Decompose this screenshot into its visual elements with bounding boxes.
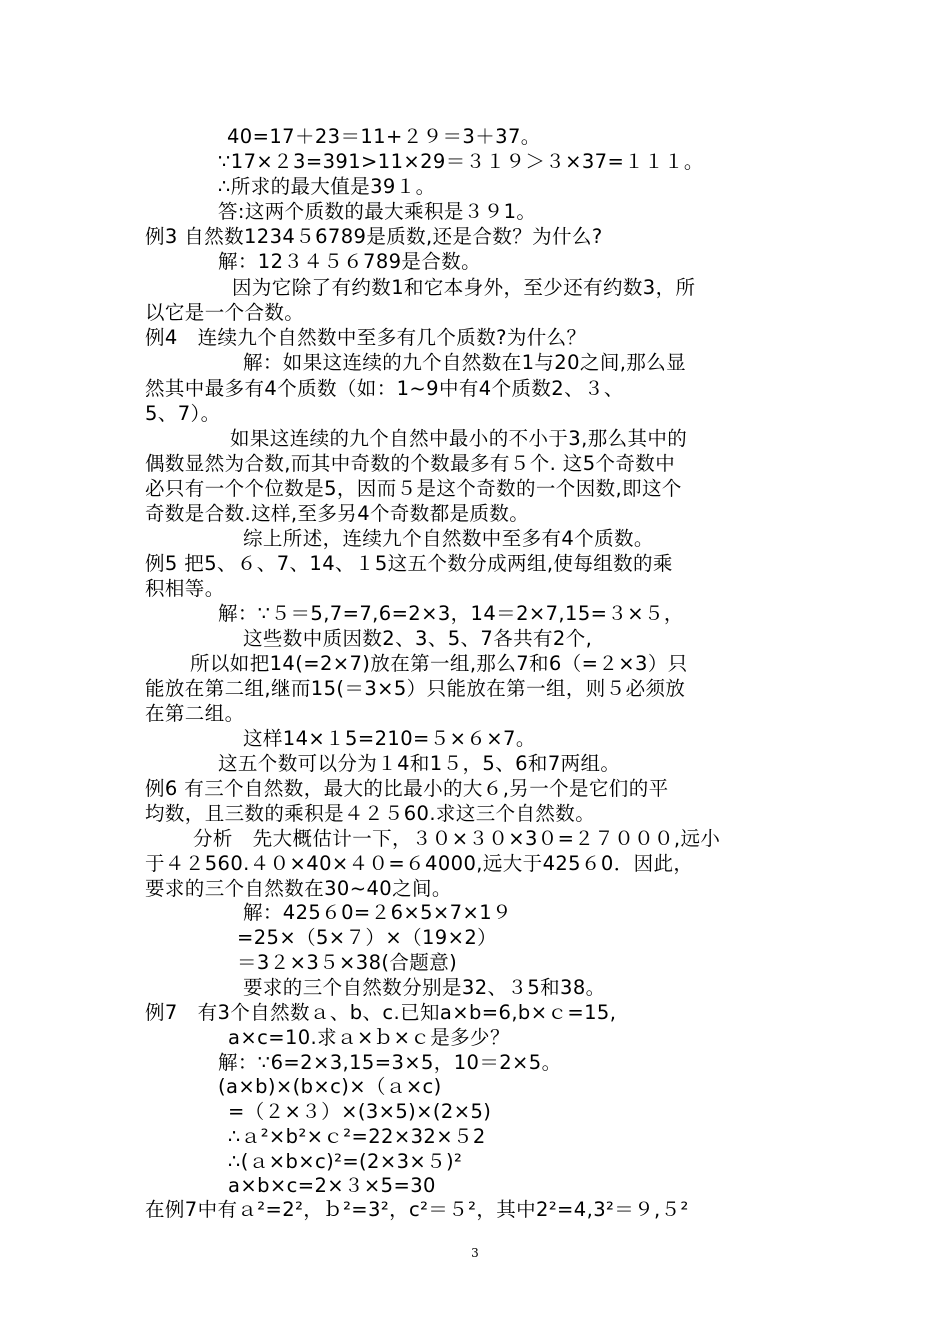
text-line: 均数，且三数的乘积是４２５60.求这三个自然数。 [145, 802, 596, 825]
text-line: 要求的三个自然数分别是32、３5和38。 [243, 976, 606, 999]
text-line: =（２×３）×(3×5)×(2×5) [228, 1100, 492, 1123]
text-line: 例7 有3个自然数ａ、b、c.已知a×b=6,b×ｃ=15, [145, 1001, 617, 1024]
text-line: 奇数是合数.这样,至多另4个奇数都是质数。 [145, 502, 530, 525]
text-line: ∵17×２3=391>11×29＝３１９＞３×37=１１１。 [218, 150, 704, 173]
text-line: 分析 先大概估计一下，３０×３０×3０=２７０００,远小 [193, 827, 721, 850]
text-line: 能放在第二组,继而15(＝3×5）只能放在第一组，则５必须放 [145, 677, 686, 700]
text-line: 因为它除了有约数1和它本身外，至少还有约数3，所 [232, 276, 696, 299]
text-line: ∴(ａ×b×c)²=(2×3×５)² [228, 1150, 463, 1173]
text-line: 这样14×１5=210=５×６×7。 [243, 727, 536, 750]
text-line: (a×b)×(b×c)×（ａ×c) [218, 1075, 442, 1098]
text-line: 在第二组。 [145, 702, 245, 725]
text-line: 以它是一个合数。 [145, 301, 305, 324]
text-line: a×b×c=2×３×5=30 [228, 1174, 436, 1197]
text-line: 例4 连续九个自然数中至多有几个质数?为什么？ [145, 326, 587, 349]
text-line: 例6 有三个自然数，最大的比最小的大６,另一个是它们的平 [145, 777, 669, 800]
text-line: 解：425６0=２6×5×7×1９ [243, 901, 512, 924]
text-line: 5、7）。 [145, 402, 221, 425]
text-line: 解：∵５＝5,7=7,6=2×3，14＝2×7,15=３×５， [218, 602, 684, 625]
text-line: 40=17＋23＝11+２９＝3＋37。 [227, 125, 541, 148]
text-line: 积相等。 [145, 577, 225, 600]
text-line: 必只有一个个位数是5，因而５是这个奇数的一个因数,即这个 [145, 477, 682, 500]
text-line: 所以如把14(=2×7)放在第一组,那么7和6（=２×3）只 [190, 652, 688, 675]
text-line: ∴ａ²×b²×ｃ²=22×32×５2 [228, 1125, 486, 1148]
text-line: =25×（5×７）×（19×2） [237, 926, 498, 949]
text-line: 于４２560.４０×40×４０=６4000,远大于425６0．因此， [145, 852, 694, 875]
text-line: 例5 把5、６、7、14、１5这五个数分成两组,使每组数的乘 [145, 552, 673, 575]
text-line: 偶数显然为合数,而其中奇数的个数最多有５个. 这5个奇数中 [145, 452, 676, 475]
text-line: 在例7中有ａ²=2²，ｂ²=3²，c²＝５²，其中2²=4,3²＝９,５² [145, 1198, 689, 1221]
text-line: 要求的三个自然数在30~40之间。 [145, 877, 452, 900]
text-line: 解：12３４５６789是合数。 [218, 250, 482, 273]
text-line: 答:这两个质数的最大乘积是３９1。 [218, 200, 537, 223]
text-line: ＝3２×3５×38(合题意) [237, 951, 458, 974]
text-line: a×c=10.求ａ×ｂ×ｃ是多少？ [228, 1026, 510, 1049]
text-line: 例3 自然数1234５6789是质数,还是合数？为什么? [145, 225, 603, 248]
text-line: 解：如果这连续的九个自然数在1与20之间,那么显 [243, 351, 687, 374]
page-number: 3 [471, 1246, 479, 1260]
text-line: 解：∵6=2×3,15=3×5，10＝2×5。 [218, 1051, 562, 1074]
text-line: 如果这连续的九个自然中最小的不小于3,那么其中的 [230, 427, 688, 450]
text-line: ∴所求的最大值是39１。 [218, 175, 436, 198]
text-line: 这些数中质因数2、3、5、7各共有2个, [243, 627, 593, 650]
text-line: 这五个数可以分为１4和1５，5、6和7两组。 [218, 752, 621, 775]
text-line: 综上所述，连续九个自然数中至多有4个质数。 [243, 527, 654, 550]
text-line: 然其中最多有4个质数（如：1~9中有4个质数2、３、 [145, 377, 624, 400]
